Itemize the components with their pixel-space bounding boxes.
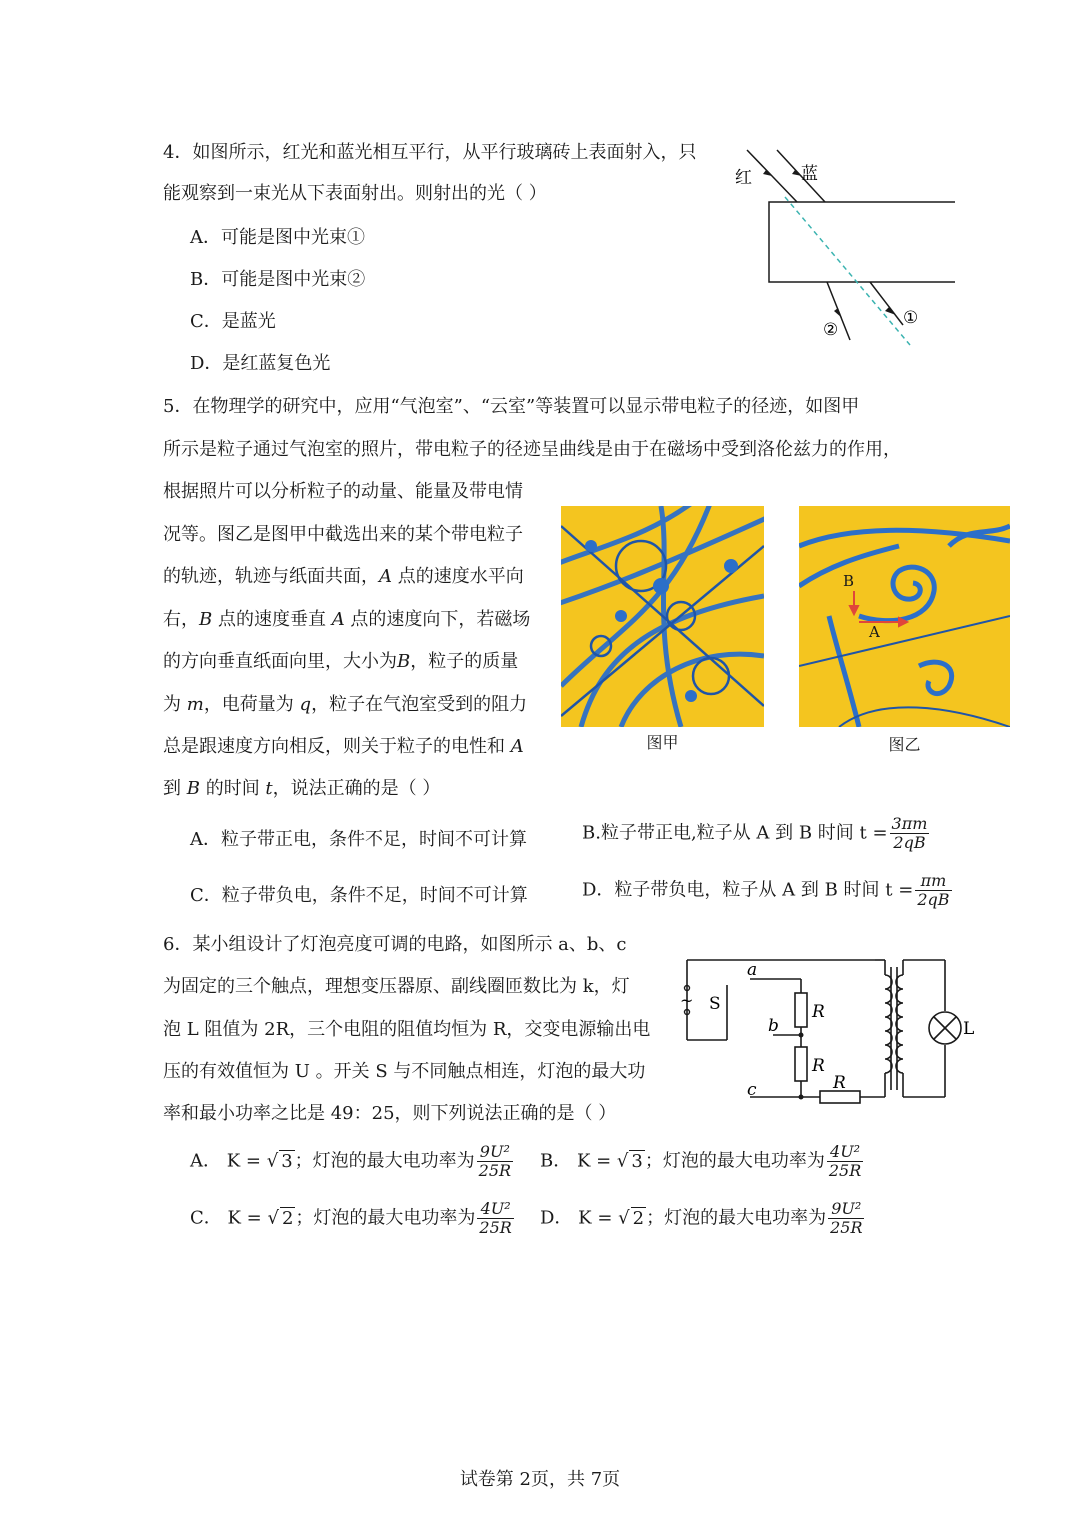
photo-b-label-a: A bbox=[869, 623, 880, 641]
q5-option-d: D．粒子带负电，粒子从 A 到 B 时间 t = $\frac{\pi m}{2qB}$ bbox=[582, 871, 950, 909]
q5-line8: 为 m，电荷量为 q，粒子在气泡室受到的阻力 bbox=[163, 694, 528, 715]
circuit-label-a: a bbox=[747, 960, 758, 980]
circuit-label-r3: R bbox=[833, 1073, 846, 1093]
q5-option-a: A．粒子带正电，条件不足，时间不可计算 bbox=[190, 829, 527, 850]
q5-line10: 到 B 的时间 t，说法正确的是（ ） bbox=[163, 778, 441, 799]
bubble-chamber-photo-a bbox=[561, 506, 764, 727]
q6-line1: 6．某小组设计了灯泡亮度可调的电路，如图所示 a、b、c bbox=[163, 934, 627, 955]
q6-option-a: A． K = √ 3 ；灯泡的最大电功率为 $\frac{\text{9U²}}{25R}$ bbox=[190, 1142, 512, 1180]
q6-line3: 泡 L 阻值为 2R，三个电阻的阻值均恒为 R，交变电源输出电 bbox=[163, 1019, 651, 1040]
q5-line6: 右，B 点的速度垂直 A 点的速度向下，若磁场 bbox=[163, 609, 531, 630]
q6-option-d: D． K = √ 2 ；灯泡的最大电功率为 $\frac{\text{9U²}}{25R}$ bbox=[540, 1199, 863, 1237]
label-beam-1: ① bbox=[903, 308, 919, 328]
q5-option-c: C．粒子带负电，条件不足，时间不可计算 bbox=[190, 885, 528, 906]
q5-line9: 总是跟速度方向相反，则关于粒子的电性和 A bbox=[163, 736, 524, 757]
dashed-refracted-ray bbox=[785, 197, 910, 345]
photo-b-caption: 图乙 bbox=[888, 735, 921, 754]
q6-option-b: B． K = √ 3 ；灯泡的最大电功率为 $\frac{\text{4U²}}{25R}$ bbox=[540, 1142, 862, 1180]
circuit-label-b: b bbox=[768, 1016, 779, 1036]
label-beam-2: ② bbox=[823, 320, 839, 340]
q4-option-a: A．可能是图中光束① bbox=[190, 227, 365, 248]
q6-line5: 率和最小功率之比是 49：25，则下列说法正确的是（ ） bbox=[163, 1103, 617, 1124]
circuit-label-r1: R bbox=[812, 1002, 825, 1022]
glass-block bbox=[769, 202, 955, 282]
q6-line4: 压的有效值恒为 U 。开关 S 与不同触点相连，灯泡的最大功 bbox=[163, 1061, 646, 1082]
circuit-label-c: c bbox=[747, 1080, 757, 1100]
page-footer: 试卷第 2页，共 7页 bbox=[459, 1469, 621, 1490]
q4-option-d: D．是红蓝复色光 bbox=[190, 353, 331, 374]
circuit-label-l: L bbox=[963, 1019, 975, 1039]
q5-line7: 的方向垂直纸面向里，大小为B，粒子的质量 bbox=[163, 651, 519, 672]
q5-option-b: B.粒子带正电,粒子从 A 到 B 时间 t = $\frac{3\pi m}{2qB}$ bbox=[582, 814, 928, 852]
photo-a-caption: 图甲 bbox=[646, 733, 679, 752]
circuit-label-s: S bbox=[709, 994, 721, 1014]
circuit-label-r2: R bbox=[812, 1056, 825, 1076]
q5-line5: 的轨迹，轨迹与纸面共面，A 点的速度水平向 bbox=[163, 566, 524, 587]
q5-option-d-fraction: $\frac{\pi m}{2qB}$ bbox=[917, 871, 950, 909]
q5-line3: 根据照片可以分析粒子的动量、能量及带电情 bbox=[163, 481, 523, 502]
q6-circuit-diagram bbox=[675, 955, 985, 1110]
q5-line4: 况等。图乙是图甲中截选出来的某个带电粒子 bbox=[163, 524, 523, 545]
circuit-source: ~ bbox=[680, 991, 694, 1010]
q4-option-b: B．可能是图中光束② bbox=[190, 269, 366, 290]
q4-option-c: C．是蓝光 bbox=[190, 311, 276, 332]
q4-stem-line1: 4．如图所示，红光和蓝光相互平行，从平行玻璃砖上表面射入，只 bbox=[163, 142, 697, 163]
q4-glass-figure bbox=[725, 145, 955, 355]
q6-option-c: C． K = √ 2 ；灯泡的最大电功率为 $\frac{\text{4U²}}{25R}$ bbox=[190, 1199, 512, 1237]
q6-line2: 为固定的三个触点，理想变压器原、副线圈匝数比为 k，灯 bbox=[163, 976, 630, 997]
q5-line1: 5．在物理学的研究中，应用“气泡室”、“云室”等装置可以显示带电粒子的径迹，如图甲 bbox=[163, 396, 860, 417]
q4-stem-line2: 能观察到一束光从下表面射出。则射出的光（ ） bbox=[163, 183, 547, 204]
bubble-chamber-photo-b bbox=[799, 506, 1010, 727]
photo-b-label-b: B bbox=[843, 572, 855, 590]
q5-line2: 所示是粒子通过气泡室的照片，带电粒子的径迹呈曲线是由于在磁场中受到洛伦兹力的作用， bbox=[163, 439, 901, 460]
q5-option-b-fraction: $\frac{3\pi m}{2qB}$ bbox=[891, 814, 928, 852]
label-red: 红 bbox=[735, 168, 752, 188]
label-blue: 蓝 bbox=[801, 164, 818, 184]
